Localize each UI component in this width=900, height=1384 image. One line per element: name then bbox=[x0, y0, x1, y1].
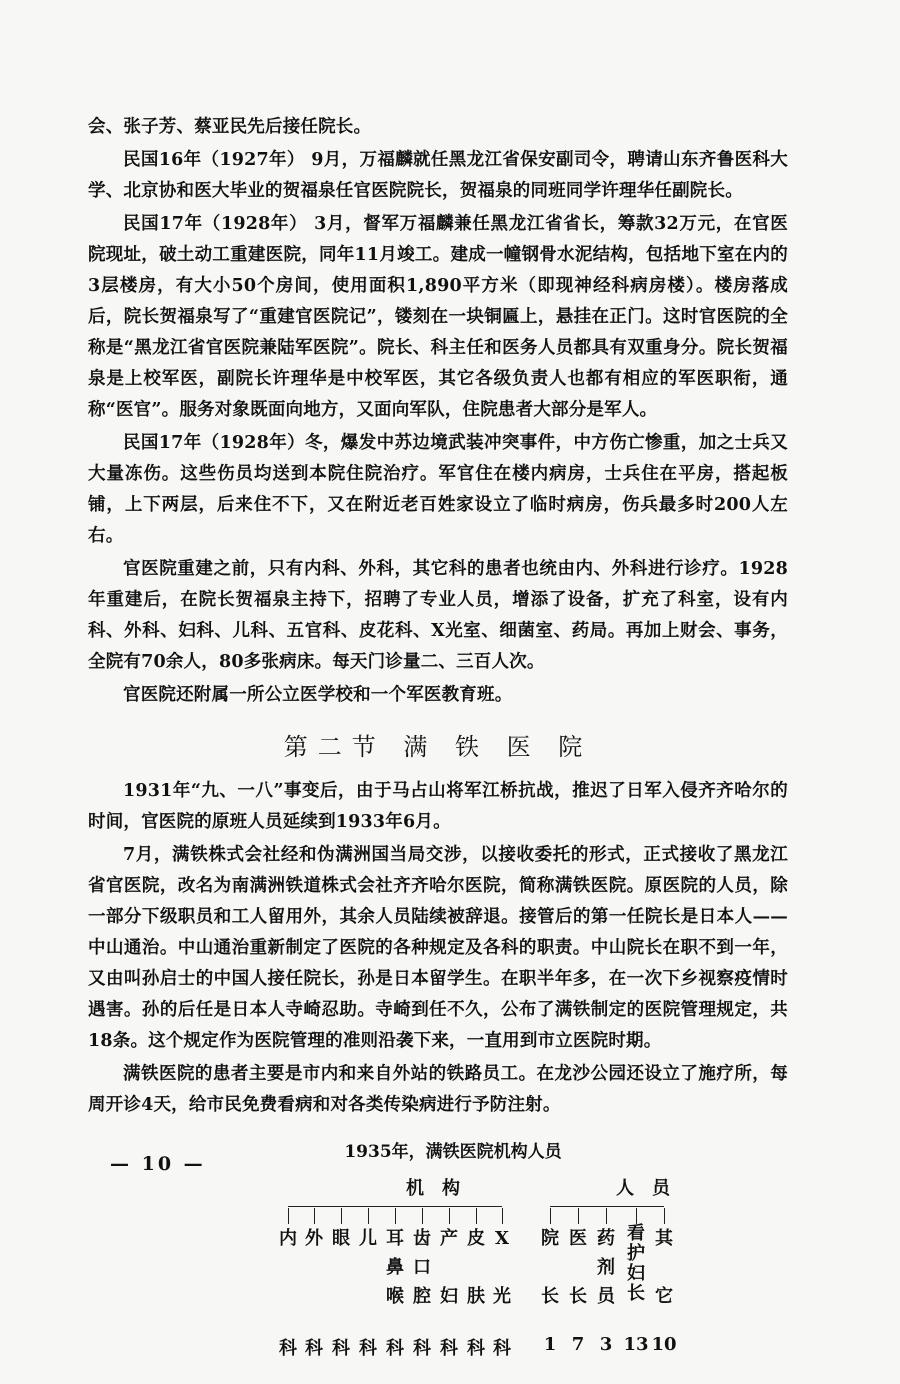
department-name: X 光 bbox=[493, 1228, 511, 1307]
department-suffix: 科 bbox=[359, 1338, 377, 1359]
tick-line bbox=[341, 1208, 342, 1224]
paragraph: 民国16年（1927年） 9月，万福麟就任黑龙江省保安副司令，聘请山东齐鲁医科大学、北京协和医大毕业的贺福泉任官医院院长，贺福泉的同班同学许理华任副院长。 bbox=[88, 150, 788, 201]
tick-line bbox=[664, 1208, 665, 1224]
department-column bbox=[356, 1208, 380, 1253]
org-chart bbox=[88, 1174, 788, 1384]
department-column bbox=[410, 1208, 434, 1311]
department-name: 内 bbox=[279, 1228, 297, 1249]
department-column bbox=[276, 1208, 300, 1253]
tick-line bbox=[422, 1208, 423, 1224]
tick-line bbox=[578, 1208, 579, 1224]
tick-line bbox=[476, 1208, 477, 1224]
group-label-jigou: 机构 bbox=[406, 1178, 478, 1199]
staff-column bbox=[652, 1208, 676, 1311]
department-name: 儿 bbox=[359, 1228, 377, 1249]
paragraph: 7月，满铁株式会社经和伪满洲国当局交涉，以接收委托的形式，正式接收了黑龙江省官医院，改名为南满洲铁道株式会社齐齐哈尔医院，简称满铁医院。原医院的人员，除一部分下级职员和工人留用外，其余人员陆续被辞退。接管后的第一任院长是日本人——中山通治。中山通治重新制定了医院的各种规定及各科的职责。中山院长在职不到一年，又由叫孙启士的中国人接任院长，孙是日本留学生。在职半年多，在一次下乡视察疫情时遇害。孙的后任是日本人寺崎忍助。寺崎到任不久，公布了满铁制定的医院管理规定，共18条。这个规定作为医院管理的准则沿袭下来，一直用到市立医院时期。 bbox=[88, 845, 788, 1051]
department-column bbox=[302, 1208, 326, 1253]
staff-column bbox=[624, 1208, 648, 1304]
tick-line bbox=[550, 1208, 551, 1224]
department-suffix: 科 bbox=[413, 1338, 431, 1359]
group-label-renyuan: 人员 bbox=[616, 1178, 688, 1199]
department-name: 耳 鼻 喉 bbox=[386, 1228, 404, 1307]
tick-line bbox=[314, 1208, 315, 1224]
tick-line bbox=[636, 1208, 637, 1224]
paragraph: 民国17年（1928年） 3月，督军万福麟兼任黑龙江省省长，筹款32万元，在官医院现址，破土动工重建医院，同年11月竣工。建成一幢钢骨水泥结构，包括地下室在内的3层楼房，有大小50个房间，使用面积1,890平方米（即现神经科病房楼）。楼房落成后，院长贺福泉写了“重建官医院记”，镂刻在一块铜匾上，悬挂在正门。这时官医院的全称是“黑龙江省官医院兼陆军医院”。院长、科主任和医务人员都具有双重身分。院长贺福泉是上校军医，副院长许理华是中校军医，其它各级负责人也都有相应的军医职衔，通称“医官”。服务对象既面向地方，又面向军队，住院患者大部分是军人。 bbox=[88, 214, 788, 420]
staff-role: 院 长 bbox=[541, 1228, 559, 1307]
paragraph: 1931年“九、一八”事变后，由于马占山将军江桥抗战，推迟了日军入侵齐齐哈尔的时间，官医院的原班人员延续到1933年6月。 bbox=[88, 781, 788, 832]
department-name: 外 bbox=[305, 1228, 323, 1249]
staff-count: 3 bbox=[599, 1334, 613, 1355]
department-column bbox=[383, 1208, 407, 1311]
paragraph: 民国17年（1928年）冬，爆发中苏边境武装冲突事件，中方伤亡惨重，加之士兵又大量冻伤。这些伤员均送到本院住院治疗。军官住在楼内病房，士兵住在平房，搭起板铺，上下两层，后来住不下，又在附近老百姓家设立了临时病房，伤兵最多时200人左右。 bbox=[88, 433, 788, 546]
tick-line bbox=[606, 1208, 607, 1224]
table-title: 1935年，满铁医院机构人员 bbox=[344, 1142, 562, 1162]
department-column bbox=[437, 1208, 461, 1311]
staff-count: 10 bbox=[651, 1334, 677, 1355]
staff-column bbox=[566, 1208, 590, 1311]
department-column bbox=[464, 1208, 488, 1311]
page-content bbox=[88, 112, 788, 1384]
staff-count: 1 bbox=[543, 1334, 557, 1355]
department-suffix: 科 bbox=[332, 1338, 350, 1359]
department-name: 皮 肤 bbox=[467, 1228, 485, 1307]
staff-role: 看 护 妇 长 bbox=[627, 1223, 645, 1304]
staff-count: 13 bbox=[623, 1334, 649, 1355]
paragraph: 官医院还附属一所公立医学校和一个军医教育班。 bbox=[123, 685, 513, 705]
department-suffix: 科 bbox=[305, 1338, 323, 1359]
staff-column bbox=[594, 1208, 618, 1311]
paragraph: 满铁医院的患者主要是市内和来自外站的铁路员工。在龙沙公园还设立了施疗所，每周开诊4天，给市民免费看病和对各类传染病进行予防注射。 bbox=[88, 1064, 788, 1115]
paragraphs-part1 bbox=[88, 112, 788, 711]
department-name: 齿 口 腔 bbox=[413, 1228, 431, 1307]
tick-line bbox=[449, 1208, 450, 1224]
bracket-line-jigou bbox=[288, 1206, 502, 1207]
tick-line bbox=[395, 1208, 396, 1224]
paragraphs-part2 bbox=[88, 776, 788, 1121]
org-chart-body bbox=[88, 1174, 788, 1374]
paragraph: 官医院重建之前，只有内科、外科，其它科的患者也统由内、外科进行诊疗。1928年重建后，在院长贺福泉主持下，招聘了专业人员，增添了设备，扩充了科室，设有内科、外科、妇科、儿科、五官科、皮花科、X光室、细菌室、药局。再加上财会、事务，全院有70余人，80多张病床。每天门诊量二、三百人次。 bbox=[88, 559, 788, 672]
staff-count: 7 bbox=[571, 1334, 585, 1355]
department-column bbox=[490, 1208, 514, 1311]
staff-role: 药 剂 员 bbox=[597, 1228, 615, 1307]
paragraph: 会、张子芳、蔡亚民先后接任院长。 bbox=[88, 117, 372, 137]
department-name: 眼 bbox=[332, 1228, 350, 1249]
department-column bbox=[329, 1208, 353, 1253]
department-suffix: 科 bbox=[467, 1338, 485, 1359]
department-suffix: 科 bbox=[279, 1338, 297, 1359]
department-suffix: 科 bbox=[440, 1338, 458, 1359]
section-title: 第二节 满 铁 医 院 bbox=[283, 733, 593, 761]
staff-column bbox=[538, 1208, 562, 1311]
tick-line bbox=[288, 1208, 289, 1224]
staff-role: 医 长 bbox=[569, 1228, 587, 1307]
department-suffix: 科 bbox=[386, 1338, 404, 1359]
tick-line bbox=[502, 1208, 503, 1224]
bracket-line-renyuan bbox=[550, 1206, 664, 1207]
department-suffix: 科 bbox=[493, 1338, 511, 1359]
page-number: — 10 — bbox=[110, 1153, 206, 1175]
tick-line bbox=[368, 1208, 369, 1224]
department-name: 产 妇 bbox=[440, 1228, 458, 1307]
staff-role: 其 它 bbox=[655, 1228, 673, 1307]
